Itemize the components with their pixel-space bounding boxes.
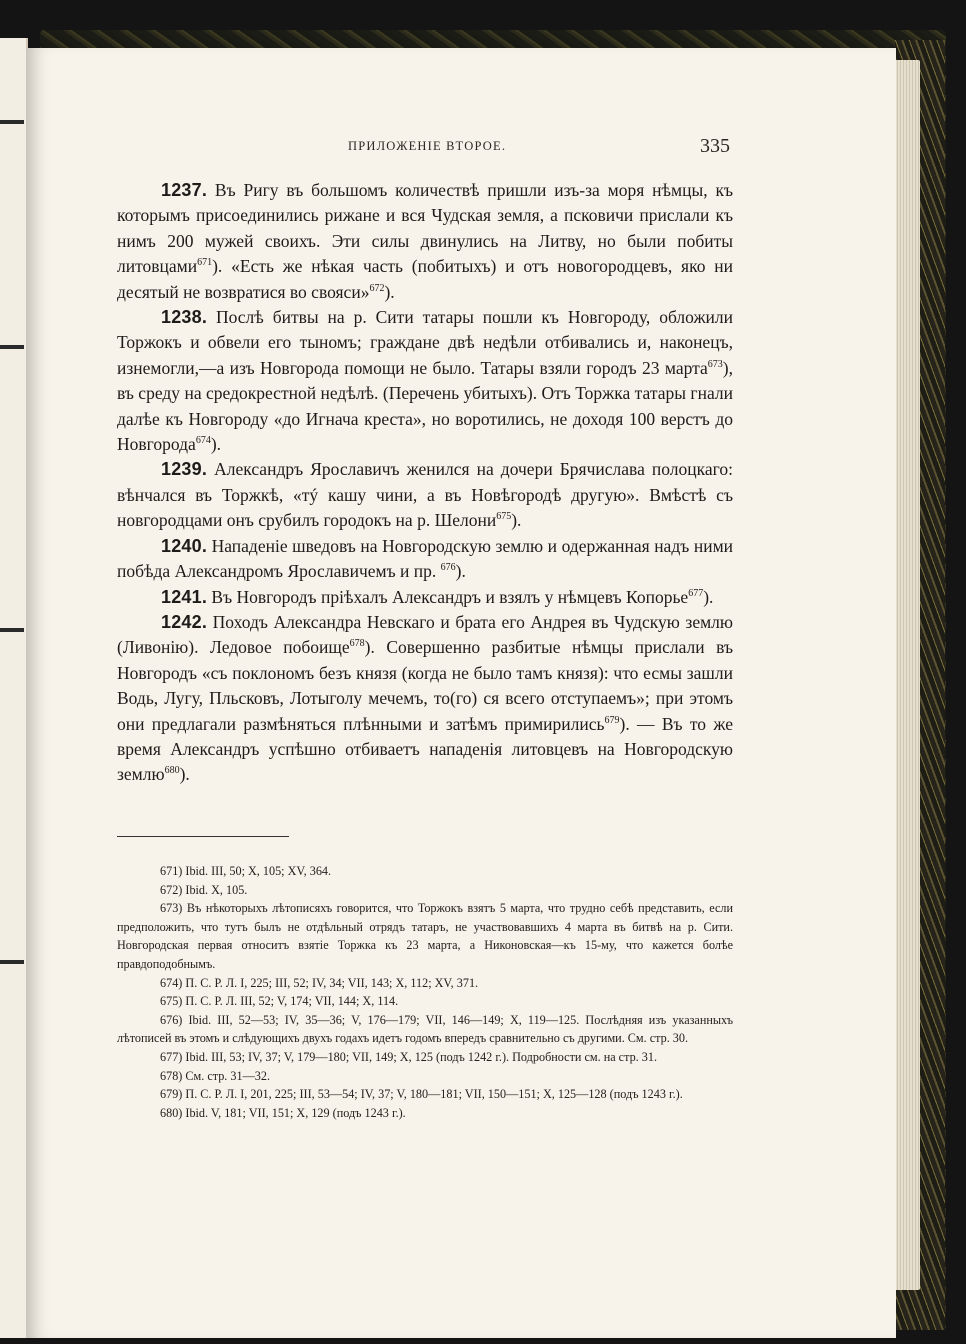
binding-mark — [0, 345, 24, 349]
main-text — [117, 178, 733, 788]
entry-text: ). — [511, 510, 522, 531]
entry-text: ). — [384, 281, 395, 302]
footnote-680: 680) Ibid. V, 181; VII, 151; X, 129 (подъ 1243 г.). — [160, 1105, 406, 1120]
entry-text: ). Совершенно разбитые нѣмцы прислали въ Новгородъ «съ поклономъ безъ князя (когда не было тамъ князя): что есмы зашли Водь, Лугу, Пльсковъ, Лотыголу мечемъ, то(го) ся всего отступаемъ»; при этомъ они предлагали размѣняться плѣнными и затѣмъ примирились — [117, 637, 733, 734]
chronicle-entry — [117, 585, 733, 610]
footnote-ref[interactable]: 672 — [369, 282, 385, 294]
running-title: ПРИЛОЖЕНІЕ ВТОРОЕ. — [348, 139, 507, 153]
entry-text: ). «Есть же нѣкая часть (побитыхъ) и отъ новогородцевъ, яко ни десятый не возвратися во свояси» — [117, 256, 733, 302]
footnote-ref[interactable]: 676 — [440, 562, 456, 574]
footnote-separator — [117, 836, 289, 837]
footnote-671: 671) Ibid. III, 50; X, 105; XV, 364. — [160, 864, 332, 878]
footnote-ref[interactable]: 671 — [197, 257, 213, 269]
entry-text: ). — [210, 434, 222, 455]
page-number: 335 — [700, 135, 730, 157]
chronicle-entry — [117, 305, 733, 457]
footnote-ref[interactable]: 674 — [195, 435, 211, 447]
chronicle-entry — [117, 178, 733, 305]
footnote-ref[interactable]: 675 — [496, 511, 512, 523]
entry-text: Походъ Александра Невскаго и брата его Андрея въ Чудскую землю (Ливонію). Ледовое побоище — [117, 611, 733, 658]
entry-year: 1241. — [161, 586, 208, 607]
entry-text: Въ Ригу въ большомъ количествѣ пришли изъ-за моря нѣмцы, къ которымъ присоединились рижане и вся Чудская земля, а псковичи прислали къ нимъ 200 мужей своихъ. Эти силы двинулись на Литву, но были побиты литовцами — [117, 180, 733, 277]
entry-text: Въ Новгородъ пріѣхалъ Александръ и взялъ у нѣмцевъ Копорье — [211, 586, 689, 607]
footnote-676: 676) Ibid. III, 52—53; IV, 35—36; V, 176—179; VII, 146—149; X, 119—125. Послѣдняя изъ указанныхъ лѣтописей въ этомъ и слѣдующихъ двухъ годахъ идетъ годомъ впередъ сравнительно съ другими. См. стр. 30. — [117, 1012, 733, 1046]
facing-page-edge — [0, 38, 28, 1338]
footnote-ref[interactable]: 678 — [349, 638, 365, 650]
chronicle-entry — [117, 534, 733, 585]
entry-text: ). — [455, 561, 466, 582]
footnote-679: 679) П. С. Р. Л. I, 201, 225; III, 53—54; IV, 37; V, 180—181; VII, 150—151; X, 125—128 (подъ 1243 г.). — [160, 1087, 683, 1102]
footnotes — [117, 862, 733, 1122]
entry-text: ). — [703, 586, 714, 607]
entry-year: 1238. — [161, 307, 208, 328]
entry-text: ), въ среду на средокрестной недѣлѣ. (Перечень убитыхъ). Отъ Торжка татары гнали далѣе къ Новгороду «до Игнача креста», но воротились, не доходя 100 верстъ до Новгорода — [117, 357, 733, 455]
footnote-ref[interactable]: 673 — [707, 359, 723, 371]
chronicle-entry — [117, 457, 733, 533]
entry-text: Послѣ битвы на р. Сити татары пошли къ Новгороду, обложили Торжокъ и обвели его тыномъ; граждане двѣ недѣли отбивались и, наконецъ, изнемогли,—а изъ Новгорода помощи не было. Татары взяли городъ 23 марта — [117, 307, 734, 378]
binding-mark — [0, 960, 24, 964]
entry-text: ). — [179, 764, 190, 785]
footnote-ref[interactable]: 679 — [604, 714, 620, 726]
binding-mark — [0, 628, 24, 632]
footnote-677: 677) Ibid. III, 53; IV, 37; V, 179—180; VII, 149; X, 125 (подъ 1242 г.). Подробности см. на стр. 31. — [160, 1049, 657, 1064]
footnote-678: 678) См. стр. 31—32. — [160, 1068, 271, 1083]
entry-text: ). — Въ то же время Александръ успѣшно отбиваетъ нападенія литовцевъ на Новгородскую землю — [117, 713, 733, 785]
entry-year: 1240. — [161, 535, 208, 556]
entry-text: Нападеніе шведовъ на Новгородскую землю и одержанная надъ ними побѣда Александромъ Ярославичемъ и пр. — [117, 535, 734, 582]
footnote-ref[interactable]: 680 — [164, 765, 180, 777]
entry-year: 1237. — [161, 180, 208, 200]
footnote-673: 673) Въ нѣкоторыхъ лѣтописяхъ говорится, что Торжокъ взятъ 5 марта, что трудно себѣ представить, если предположить, что тутъ былъ не отдѣльный отрядъ татаръ, не участвовавшихъ 4 марта въ битвѣ на р. Сити. Новгородская первая относитъ взятіе Торжка къ 23 марта, а Никоновская—къ 15-му, что кажется болѣе правдоподобнымъ. — [117, 901, 733, 971]
entry-year: 1239. — [161, 459, 208, 480]
binding-mark — [0, 120, 24, 124]
footnote-675: 675) П. С. Р. Л. III, 52; V, 174; VII, 144; X, 114. — [160, 994, 399, 1009]
entry-year: 1242. — [161, 611, 208, 632]
chronicle-entry — [117, 610, 733, 788]
footnote-672: 672) Ibid. X, 105. — [160, 882, 248, 897]
footnote-674: 674) П. С. Р. Л. I, 225; III, 52; IV, 34; VII, 143; X, 112; XV, 371. — [160, 975, 479, 990]
entry-text: Александръ Ярославичъ женился на дочери Брячислава полоцкаго: вѣнчался въ Торжкѣ, «тý кашу чини, а въ Новѣгородѣ другую». Вмѣстѣ съ новгородцами онъ срубилъ городокъ на р. Шелони — [117, 459, 734, 531]
footnote-ref[interactable]: 677 — [688, 587, 704, 599]
